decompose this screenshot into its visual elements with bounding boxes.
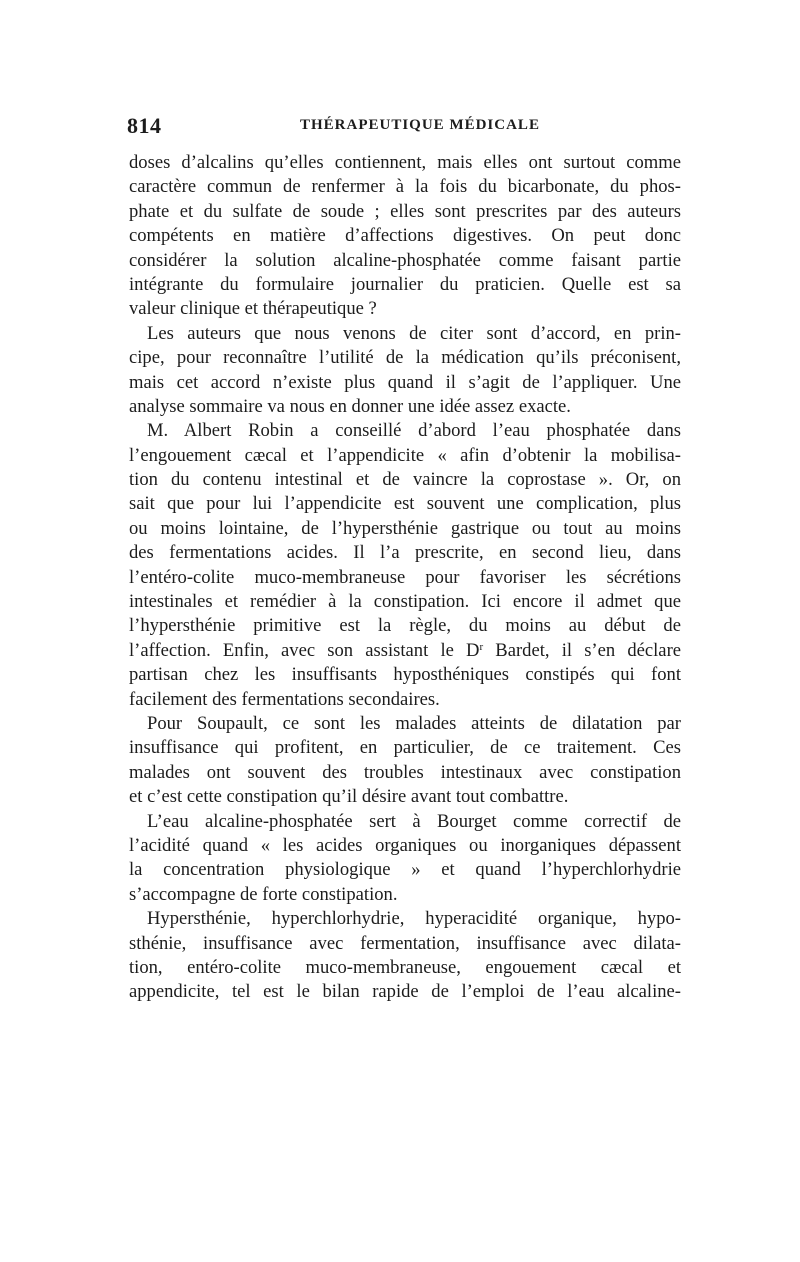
text-line: appendicite, tel est le bilan rapide de l’emploi de l’eau alcaline-	[129, 981, 681, 1003]
text-line: caractère commun de renfermer à la fois du bicarbonate, du phos-	[129, 176, 681, 198]
text-line: des fermentations acides. Il l’a prescrite, en second lieu, dans	[129, 542, 681, 564]
text-line: Hypersthénie, hyperchlorhydrie, hyperacidité organique, hypo-	[147, 908, 681, 930]
text-line: M. Albert Robin a conseillé d’abord l’eau phosphatée dans	[147, 420, 681, 442]
text-line: malades ont souvent des troubles intestinaux avec constipation	[129, 761, 681, 783]
text-line: tion du contenu intestinal et de vaincre la coprostase ». Or, on	[129, 469, 681, 491]
superscript: r	[479, 640, 484, 653]
text-line: Les auteurs que nous venons de citer sont d’accord, en prin-	[147, 322, 681, 344]
text-line: et c’est cette constipation qu’il désire avant tout combattre.	[129, 786, 569, 808]
body-text	[129, 151, 681, 1005]
text-line: valeur clinique et thérapeutique ?	[129, 298, 377, 320]
text-line-part: l’affection. Enfin, avec son assistant le D	[129, 639, 480, 661]
text-line: ou moins lointaine, de l’hypersthénie gastrique ou tout au moins	[129, 517, 681, 539]
text-line: l’acidité quand « les acides organiques ou inorganiques dépassent	[129, 834, 681, 856]
text-line: cipe, pour reconnaître l’utilité de la médication qu’ils préconisent,	[129, 347, 681, 369]
text-line: tion, entéro-colite muco-membraneuse, engouement cæcal et	[129, 956, 681, 978]
text-line: doses d’alcalins qu’elles contiennent, mais elles ont surtout comme	[129, 152, 681, 173]
text-line: l’hypersthénie primitive est la règle, du moins au début de	[129, 615, 681, 637]
text-line: l’engouement cæcal et l’appendicite « afin d’obtenir la mobilisa-	[129, 444, 681, 466]
text-line: intestinales et remédier à la constipation. Ici encore il admet que	[129, 591, 681, 613]
text-line	[129, 639, 681, 663]
text-line: compétents en matière d’affections digestives. On peut donc	[129, 225, 681, 247]
text-line: facilement des fermentations secondaires.	[129, 688, 440, 710]
text-line: la concentration physiologique » et quand l’hyperchlorhydrie	[129, 859, 681, 881]
running-title: THÉRAPEUTIQUE MÉDICALE	[300, 117, 540, 133]
text-line: insuffisance qui profitent, en particulier, de ce traitement. Ces	[129, 737, 681, 759]
text-line: mais cet accord n’existe plus quand il s’agit de l’appliquer. Une	[129, 371, 681, 393]
text-line: l’entéro-colite muco-membraneuse pour favoriser les sécrétions	[129, 566, 681, 588]
text-line: sthénie, insuffisance avec fermentation, insuffisance avec dilata-	[129, 932, 681, 954]
page-header	[127, 113, 680, 145]
text-line-part: Bardet, il s’en déclare	[483, 639, 681, 661]
text-line: considérer la solution alcaline-phosphatée comme faisant partie	[129, 249, 681, 271]
text-line: analyse sommaire va nous en donner une idée assez exacte.	[129, 395, 571, 417]
text-line: s’accompagne de forte constipation.	[129, 883, 398, 905]
text-line: sait que pour lui l’appendicite est souvent une complication, plus	[129, 493, 681, 515]
text-line: partisan chez les insuffisants hyposthéniques constipés qui font	[129, 664, 681, 686]
text-line: phate et du sulfate de soude ; elles sont prescrites par des auteurs	[129, 200, 681, 222]
text-line: Pour Soupault, ce sont les malades atteints de dilatation par	[147, 712, 681, 734]
page-number: 814	[127, 113, 162, 138]
text-line: L’eau alcaline-phosphatée sert à Bourget comme correctif de	[147, 810, 681, 832]
text-line: intégrante du formulaire journalier du praticien. Quelle est sa	[129, 273, 681, 295]
